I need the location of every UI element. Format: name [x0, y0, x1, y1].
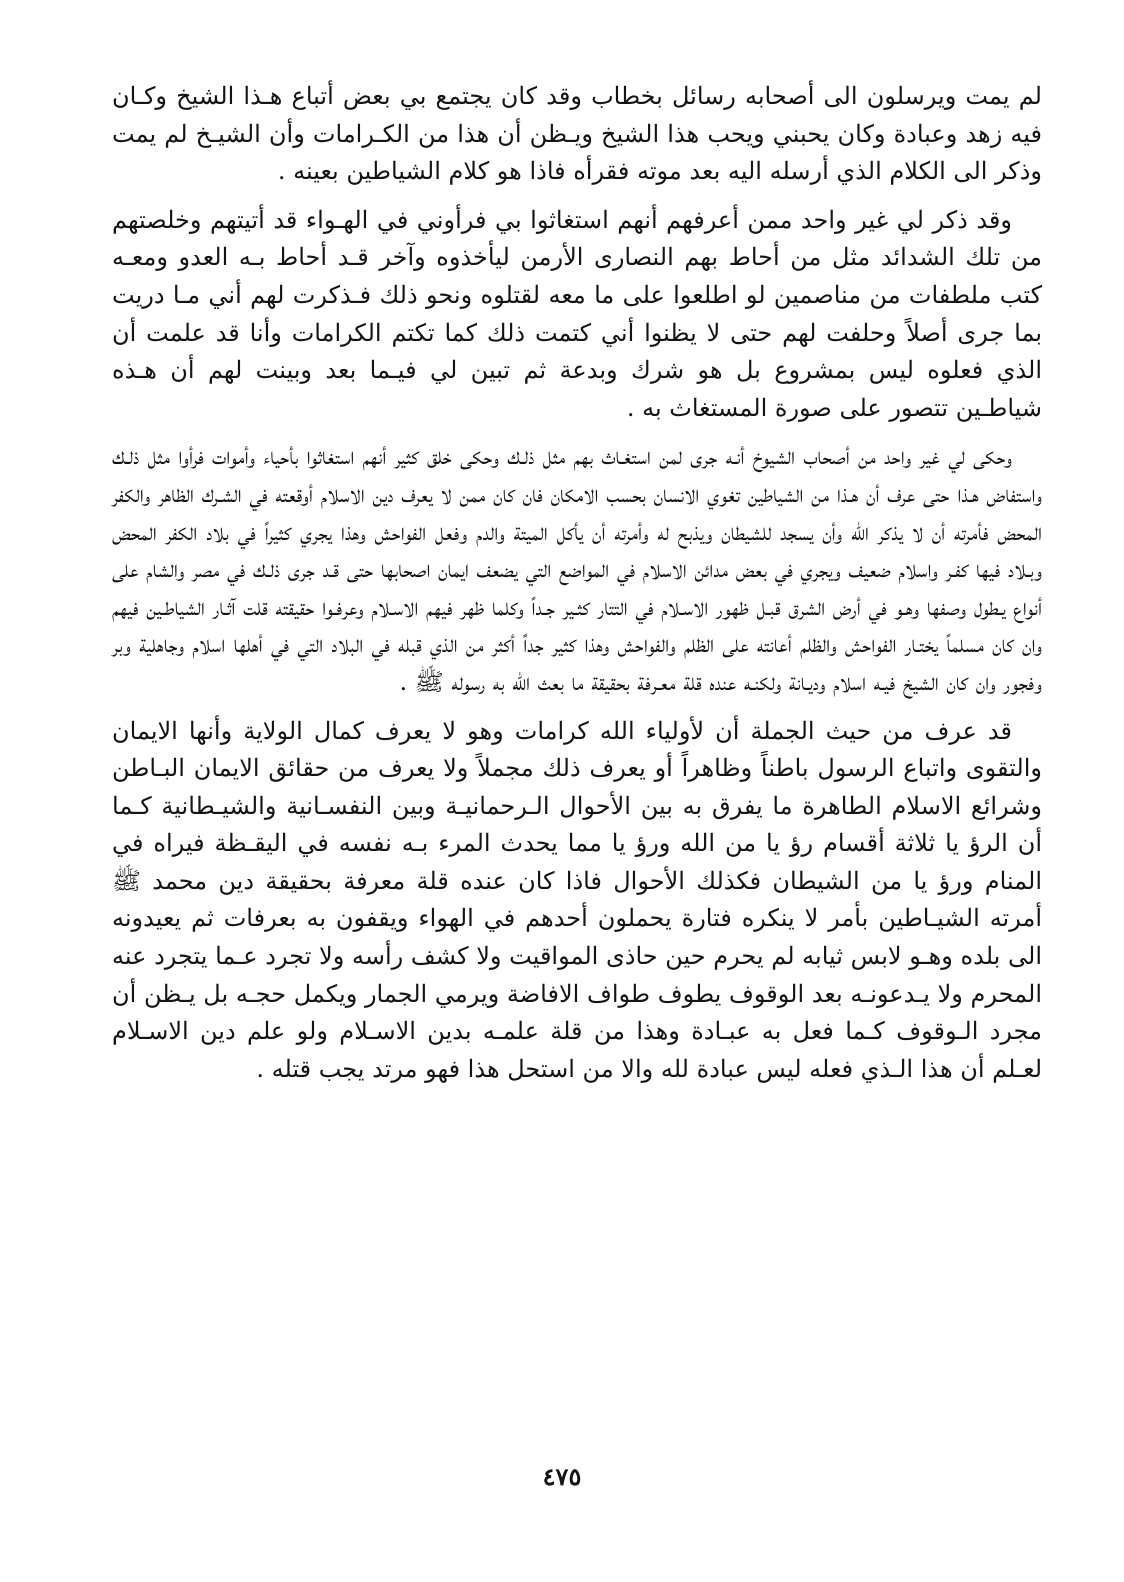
body-text — [112, 78, 1042, 1099]
paragraph-4: قد عرف من حيث الجملة أن لأولياء الله كرامات وهو لا يعرف كمال الولاية وأنها الايمان والتقوى واتباع الرسول باطناً وظاهراً أو يعرف ذلك مجملاً ولا يعرف من حقائق الايمان البـاطن وشرائع الاسلام الطاهرة ما يفرق به بين الأحوال الـرحمانيـة وبين النفسـانية والشيـطانية كـما أن الرؤ يا ثلاثة أقسام رؤ يا من الله ورؤ يا مما يحدث المرء بـه نفسه في اليقـظة فيراه في المنام ورؤ يا من الشيطان فكذلك الأحوال فاذا كان عنده قلة معرفة بحقيقة دين محمد ﷺ أمرته الشيـاطين بأمر لا ينكره فتارة يحملون أحدهم في الهواء ويقفون به بعرفات ثم يعيدونه الى بلده وهـو لابس ثيابه لم يحرم حين حاذى المواقيت ولا كشف رأسه ولا تجرد عـما يتجرد عنه المحرم ولا يـدعونـه بعد الوقوف يطوف طواف الافاضة ويرمي الجمار ويكمل حجـه بل يـظن أن مجرد الـوقوف كـما فعل به عبـادة وهذا من قلة علمـه بدين الاسـلام ولو علم دين الاسـلام لعـلم أن هذا الـذي فعله ليس عبادة لله والا من استحل هذا فهو مرتد يجب قتله . — [112, 716, 1042, 1083]
paragraph-3: وحكى لي غير واحد من أصحاب الشيوخ أنـه جرى لمن استغـاث بهم مثل ذلـك وحكى خلق كثير أنهم استغاثوا بأحياء وأموات فرأوا مثل ذلـك واستفاض هـذا حتى عرف أن هـذا من الشياطين تغوي الانسان بحسب الامكان فان كان ممن لا يعرف دين الاسلام أوقعته في الشـرك الظاهر والكفر المحض فأمرته أن لا يذكر الله وأن يسجد للشيطان ويذبح له وأمرته أن يأكل الميتة والدم وفعل الفواحش وهذا يجري كثيراً في بلاد الكفر المحض وبـلاد فيها كفـر واسلام ضعيف ويجري في بعض مدائن الاسلام في المواضع التي يضعف ايمان اصحابها حتى قـد جرى ذلـك في مصر والشام على أنواع يـطول وصفها وهـو في أرض الشرق قبـل ظهور الاسـلام في التتار كثـير جـداً وكلما ظهر فيهم الاسـلام وعرفـوا حقيقته قلت آثـار الشياطـين فيهم وان كان مسلماً يختـار الفواحش والظلم أعانته على الظلم والفواحش وهذا كثير جداً أكثر من الذي قبله في البلاد التي في أهلها اسلام وجاهلية وبر وفجور وان كان الشيخ فيـه اسلام وديـانة ولكنـه عنده قلة معـرفة بحقيقة ما بعث الله به رسوله ﷺ . — [112, 442, 1043, 696]
paragraph-2: وقد ذكر لي غير واحد ممن أعرفهم أنهم استغاثوا بي فرأوني في الهـواء قد أتيتهم وخلصتهم من تلك الشدائد مثل من أحاط بهم النصارى الأرمن ليأخذوه وآخر قـد أحاط بـه العدو ومعـه كتب ملطفات من مناصمين لو اطلعوا على ما معه لقتلوه ونحو ذلك فـذكرت لهم أني مـا دريت بما جرى أصلاً وحلفت لهم حتى لا يظنوا أني كتمت ذلك كما تكتم الكرامات وأنا قد علمت أن الذي فعلوه ليس بمشروع بل هو شرك وبدعة ثم تبين لي فيـما بعد وبينت لهم أن هـذه شياطـين تتصور على صورة المستغاث به . — [112, 205, 1042, 422]
paragraph-1: لم يمت ويرسلون الى أصحابه رسائل بخطاب وقد كان يجتمع بي بعض أتباع هـذا الشيخ وكـان فيه زهد وعبادة وكان يحبني ويحب هذا الشيخ ويـظن أن هذا من الكـرامات وأن الشيـخ لم يمت وذكر الى الكلام الذي أرسله اليه بعد موته فقرأه فاذا هو كلام الشياطين بعينه . — [112, 82, 1042, 186]
page-number: ٤٧٥ — [542, 1462, 582, 1491]
